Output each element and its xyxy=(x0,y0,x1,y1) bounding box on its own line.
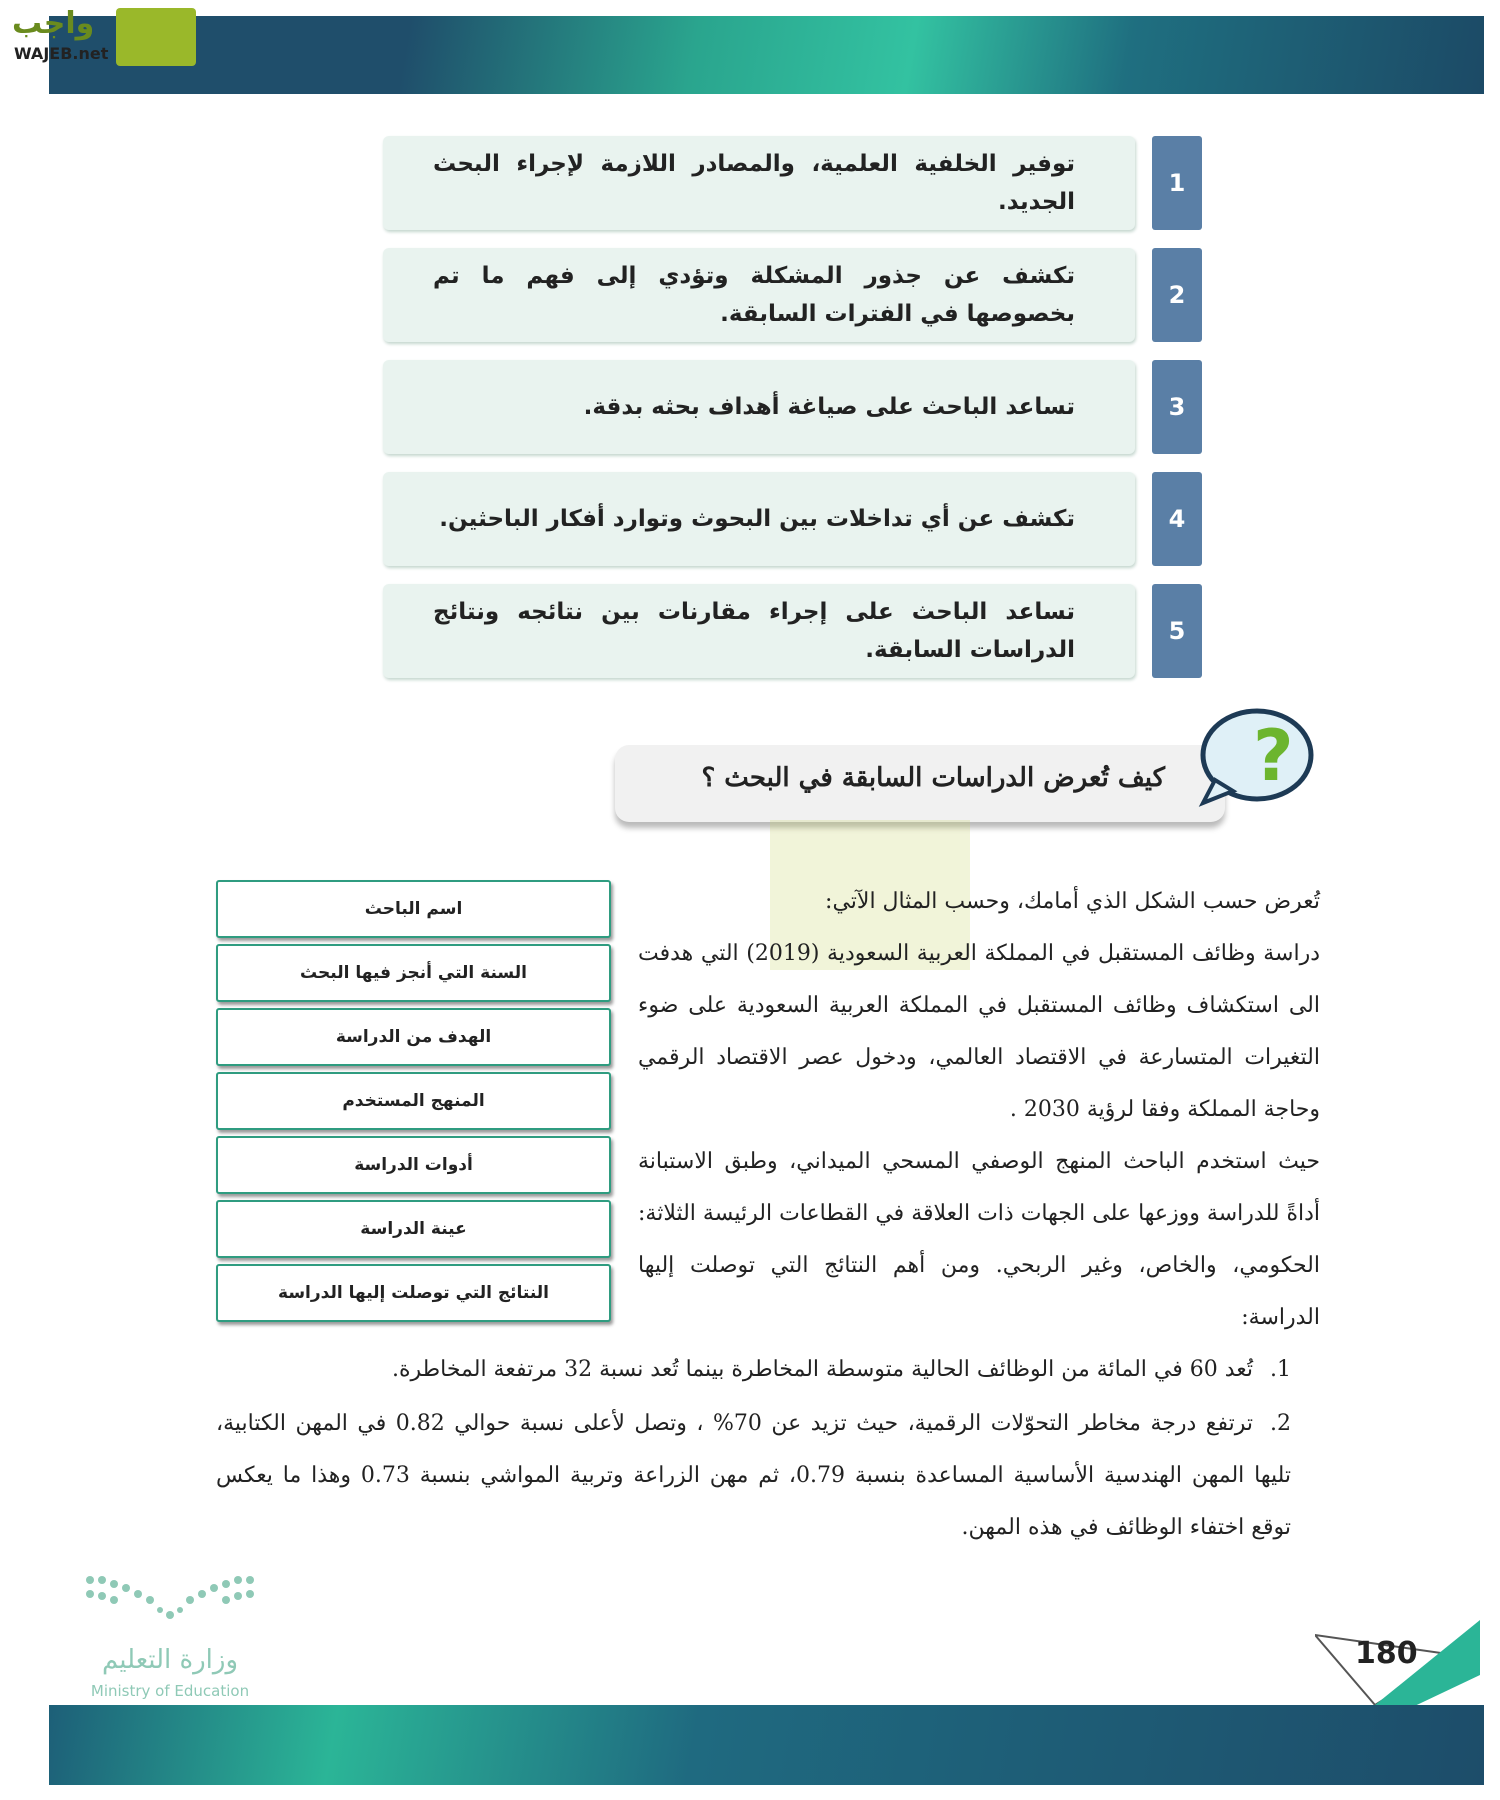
benefit-number: 3 xyxy=(1152,360,1202,454)
structure-box: النتائج التي توصلت إليها الدراسة xyxy=(216,1264,611,1322)
benefit-row xyxy=(383,136,1135,230)
result-item xyxy=(216,1398,1291,1554)
result-item xyxy=(216,1344,1291,1396)
structure-box: المنهج المستخدم xyxy=(216,1072,611,1130)
benefit-number: 2 xyxy=(1152,248,1202,342)
logo-arabic: واجب xyxy=(12,6,95,41)
benefit-text: تكشف عن أي تداخلات بين البحوث وتوارد أفكار الباحثين. xyxy=(439,506,1075,532)
page-number: 180 xyxy=(1355,1636,1418,1671)
benefit-text: توفير الخلفية العلمية، والمصادر اللازمة لإجراء البحث الجديد. xyxy=(433,151,1075,215)
svg-text:?: ? xyxy=(1253,715,1294,797)
benefit-text: تكشف عن جذور المشكلة وتؤدي إلى فهم ما تم بخصوصها في الفترات السابقة. xyxy=(433,263,1075,327)
intro-paragraph: تُعرض حسب الشكل الذي أمامك، وحسب المثال الآتي: xyxy=(825,889,1320,914)
question-heading xyxy=(615,745,1225,822)
question-text: كيف تُعرض الدراسات السابقة في البحث ؟ xyxy=(701,763,1165,793)
result-number: 2. xyxy=(1270,1411,1291,1436)
ministry-logo xyxy=(80,1570,260,1705)
structure-box: السنة التي أنجز فيها البحث xyxy=(216,944,611,1002)
result-text: تُعد 60 في المائة من الوظائف الحالية متوسطة المخاطرة بينما تُعد نسبة 32 مرتفعة المخاطرة. xyxy=(391,1357,1253,1382)
benefit-number: 5 xyxy=(1152,584,1202,678)
benefit-row xyxy=(383,472,1135,566)
logo-english: WAJEB.net xyxy=(14,44,109,63)
result-text: ترتفع درجة مخاطر التحوّلات الرقمية، حيث تزيد عن 70% ، وتصل لأعلى نسبة حوالي 0.82 في المهن الكتابية، تليها المهن الهندسية الأساسية المساعدة بنسبة 0.79، ثم مهن الزراعة وتربية المواشي بنسبة 0.73 وهذا ما يعكس توقع اختفاء الوظائف في هذه المهن. xyxy=(216,1411,1291,1540)
bottom-banner xyxy=(49,1705,1484,1785)
benefit-text: تساعد الباحث على صياغة أهداف بحثه بدقة. xyxy=(583,394,1075,420)
ministry-name-en: Ministry of Education xyxy=(90,1682,250,1700)
benefit-number: 1 xyxy=(1152,136,1202,230)
ministry-dots-icon xyxy=(80,1570,260,1640)
structure-box: أدوات الدراسة xyxy=(216,1136,611,1194)
benefit-number: 4 xyxy=(1152,472,1202,566)
example-paragraph: دراسة وظائف المستقبل في المملكة العربية السعودية (2019) التي هدفت الى استكشاف وظائف المستقبل في المملكة العربية السعودية على ضوء التغيرات المتسارعة في الاقتصاد العالمي، ودخول عصر الاقتصاد الرقمي وحاجة المملكة وفقا لرؤية 2030 . xyxy=(638,941,1320,1122)
benefit-row xyxy=(383,248,1135,342)
benefit-row xyxy=(383,584,1135,678)
result-number: 1. xyxy=(1270,1357,1291,1382)
method-paragraph: حيث استخدم الباحث المنهج الوصفي المسحي الميداني، وطبق الاستبانة أداةً للدراسة ووزعها على الجهات ذات العلاقة في القطاعات الرئيسة الثلاثة: الحكومي، والخاص، وغير الربحي. ومن أهم النتائج التي توصلت إليها الدراسة: xyxy=(638,1149,1320,1330)
ministry-name-ar: وزارة التعليم xyxy=(101,1645,239,1675)
book-icon xyxy=(116,8,196,66)
structure-box: الهدف من الدراسة xyxy=(216,1008,611,1066)
benefit-row xyxy=(383,360,1135,454)
top-banner xyxy=(49,16,1484,94)
benefit-text: تساعد الباحث على إجراء مقارنات بين نتائجه ونتائج الدراسات السابقة. xyxy=(433,599,1075,663)
structure-box: عينة الدراسة xyxy=(216,1200,611,1258)
wajeb-logo xyxy=(8,6,188,66)
question-bubble-icon xyxy=(1195,705,1315,810)
structure-box: اسم الباحث xyxy=(216,880,611,938)
